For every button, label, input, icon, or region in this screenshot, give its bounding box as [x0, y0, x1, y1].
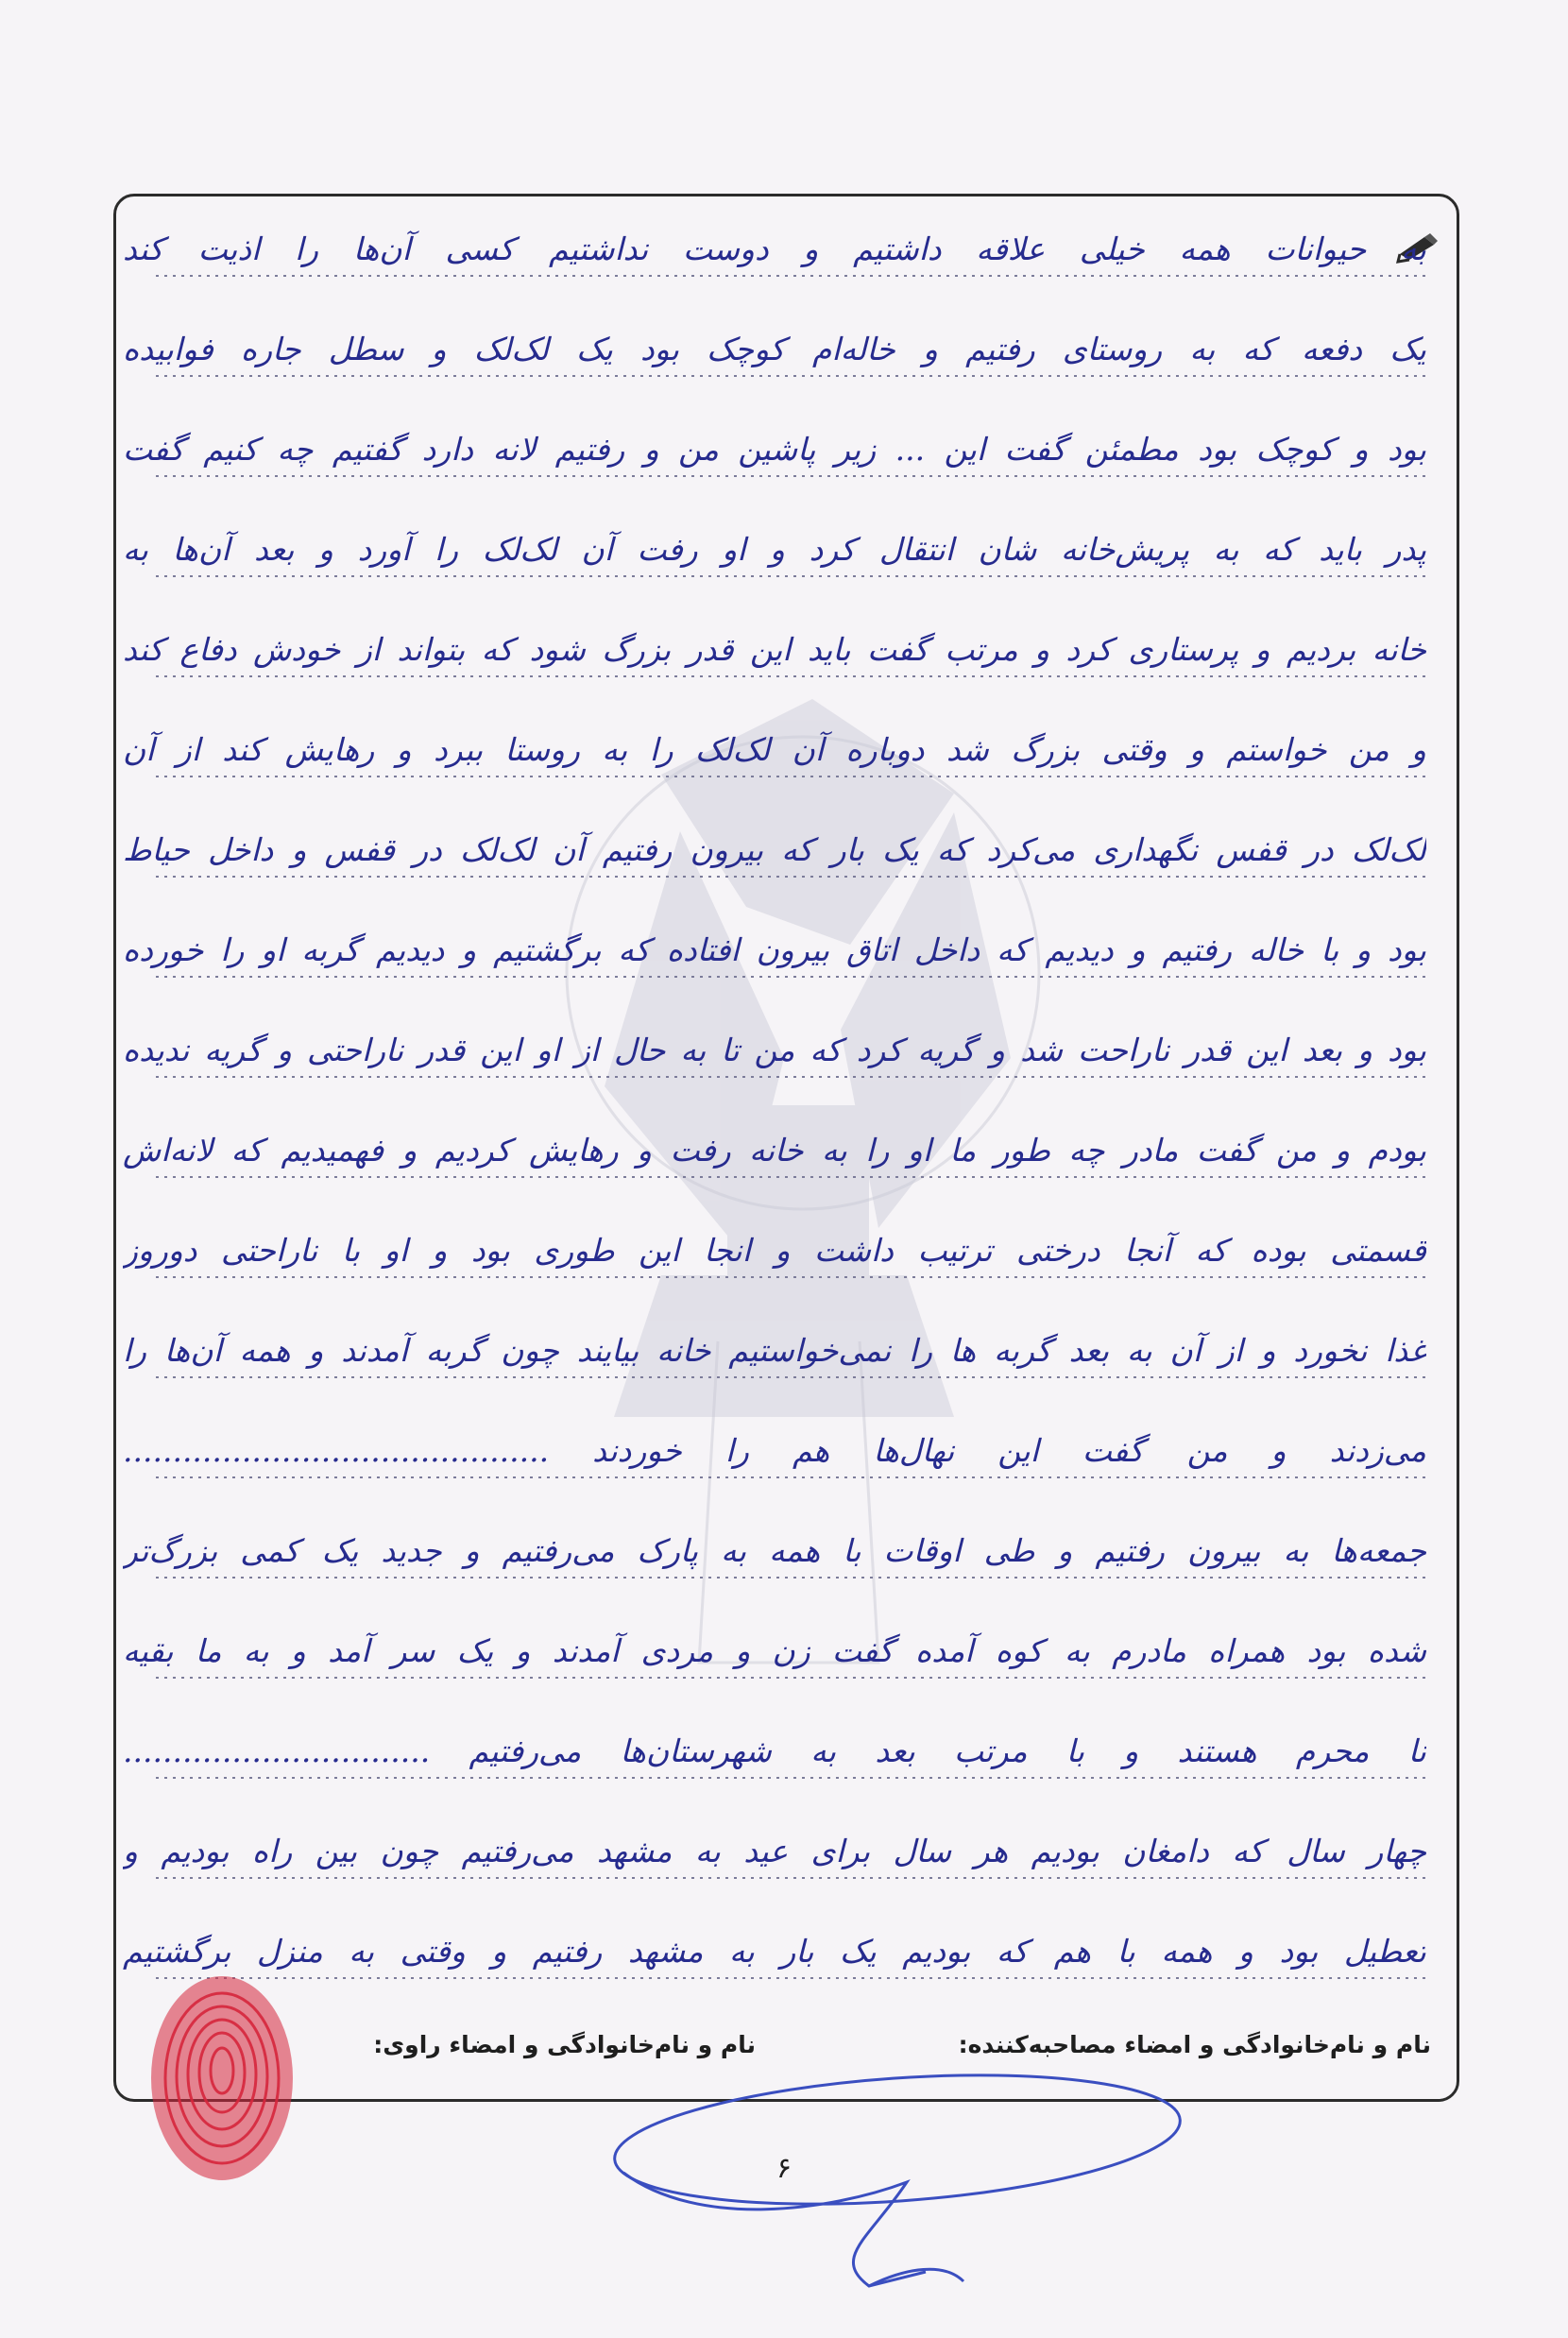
- handwritten-line: شده بود همراه مادرم به کوه آمده گفت زن و مردی آمدند و یک سر آمد و به ما بقیه: [123, 1632, 1426, 1669]
- handwritten-line: بود و کوچک بود مطمئن گفت این ... زیر پاشین من و رفتیم لانه دارد گفتیم چه کنیم گفت: [123, 431, 1426, 468]
- handwritten-line: جمعه‌ها به بیرون رفتیم و طی اوقات با همه به پارک می‌رفتیم و جدید یک کمی بزرگ‌تر: [123, 1532, 1426, 1569]
- handwritten-line: غذا نخورد و از آن به بعد گربه ها را نمی‌خواستیم خانه بیایند چون گربه آمدند و همه آن‌ها را: [123, 1332, 1426, 1369]
- page-number: ۶: [775, 2152, 793, 2185]
- handwritten-line: نا محرم هستند و با مرتب بعد به شهرستان‌ها می‌رفتیم ...............................: [123, 1732, 1426, 1769]
- handwritten-line: چهار سال که دامغان بودیم هر سال برای عید به مشهد می‌رفتیم چون بین راه بودیم و: [123, 1833, 1426, 1869]
- fingerprint-icon: [142, 1965, 302, 2192]
- handwritten-line: یک دفعه که به روستای رفتیم و خاله‌ام کوچک بود یک لک‌لک و سطل جاره فوابیده: [123, 331, 1426, 367]
- handwritten-line: و من خواستم و وقتی بزرگ شد دوباره آن لک‌لک را به روستا ببرد و رهایش کند از آن: [123, 731, 1426, 768]
- narrator-signature-label: نام و نام‌خانوادگی و امضاء راوی:: [373, 2031, 756, 2058]
- handwritten-line: لک‌لک در قفس نگهداری می‌کرد که یک بار که بیرون رفتیم آن لک‌لک در قفس و داخل حیاط: [123, 831, 1426, 868]
- handwritten-line: می‌زدند و من گفت این نهال‌ها هم را خوردند ...........................................: [123, 1432, 1426, 1469]
- handwritten-line: قسمتی بوده که آنجا درختی ترتیب داشت و انجا این طوری بود و او با ناراحتی دوروز: [123, 1232, 1426, 1269]
- handwritten-line: بودم و من گفت مادر چه طور ما او را به خانه رفت و رهایش کردیم و فهمیدیم که لانه‌اش: [123, 1132, 1426, 1169]
- handwritten-line: پدر باید که به پریش‌خانه شان انتقال کرد و او رفت آن لک‌لک را آورد و بعد آن‌ها به: [123, 531, 1426, 568]
- handwritten-line: بود و با خاله رفتیم و دیدیم که داخل اتاق بیرون افتاده که برگشتیم و دیدیم گربه او را خورده: [123, 931, 1426, 968]
- handwritten-line: تعطیل بود و همه با هم که بودیم یک بار به مشهد رفتیم و وقتی به منزل برگشتیم: [123, 1933, 1426, 1970]
- handwritten-line: به حیوانات همه خیلی علاقه داشتیم و دوست نداشتیم کسی آن‌ها را اذیت کند: [123, 230, 1426, 267]
- handwritten-line: بود و بعد این قدر ناراحت شد و گریه کرد که من تا به حال از او این قدر ناراحتی و گریه ندیده: [123, 1032, 1426, 1068]
- signature-scribble: [586, 2069, 1190, 2295]
- handwritten-line: خانه بردیم و پرستاری کرد و مرتب گفت باید این قدر بزرگ شود که بتواند از خودش دفاع کند: [123, 631, 1426, 668]
- interviewer-signature-label: نام و نام‌خانوادگی و امضاء مصاحبه‌کننده:: [958, 2031, 1431, 2058]
